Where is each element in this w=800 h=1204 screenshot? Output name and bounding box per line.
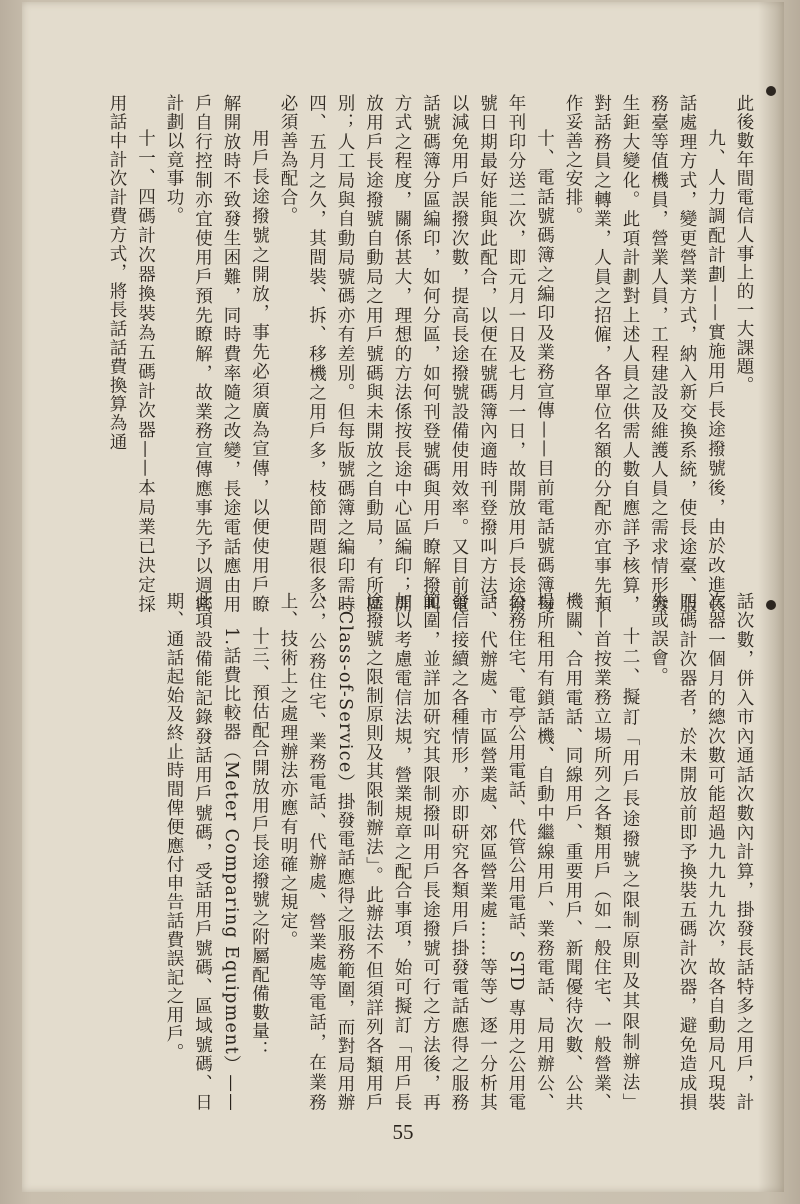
binding-hole bbox=[766, 600, 776, 610]
paragraph: 十、電話號碼簿之編印及業務宣傳——目前電話號碼簿每年刊印分送二次，即元月一日及七月一日，故開放用戶長途撥號日期最好能與此配合，以便在號碼簿內適時刊登撥叫方法，以減免用戶誤撥次數，提高長途撥號設備使用效率。又目前電話號碼簿分區編印，如何分區，如何刊登號碼與用戶瞭解撥叫方式之程度，關係甚大，理想的方法係按長途中心區編印；開放用戶長途撥號自動局之用戶號碼與未開放之自動局，有所區別；人工局與自動局號碼亦有差別。但每版號碼簿之編印需時四、五月之久，其間裝、拆、移機之用戶多，枝節問題很多，必須善為配合。 bbox=[278, 94, 555, 614]
paragraph: 十三、預估配合開放用戶長途撥號之附屬配備數量： bbox=[249, 627, 270, 1060]
paragraph: 1.話費比較器（Meter Comparing Equipment）——此項設備能記錄發話用戶號碼，受話用戶號碼、區域號碼、日期、通話起始及終止時間俾便應付申告話費誤記之用戶。 bbox=[164, 592, 241, 1112]
lower-text-block bbox=[160, 592, 759, 1112]
document-page bbox=[22, 2, 784, 1192]
paragraph: 此後數年間電信人事上的一大課題。 bbox=[734, 94, 754, 395]
paragraph: 話次數，併入市內通話次數內計算，掛發長話特多之用戶，計次器一個月的總次數可能超過九九九九次，故各自動局凡現裝四碼計次器者，於未開放前即予換裝五碼計次器，避免造成損失或誤會。 bbox=[648, 592, 754, 1112]
page-number: 55 bbox=[392, 1120, 414, 1144]
upper-text-block bbox=[103, 94, 759, 614]
page-edge-shadow bbox=[758, 2, 784, 1192]
paragraph: 九、人力調配計劃——實施用戶長途撥號後，由於改進長話處理方式，變更營業方式，納入新交換系統，使長途臺、服務臺等值機員，營業人員，工程建設及維護人員之需求情形發生鉅大變化。此項計劃對上述人員之供需人數自應詳予核算，對話務員之轉業，人員之招僱，各單位名額的分配亦宜事先預作妥善之安排。 bbox=[563, 94, 726, 614]
paragraph: 十二、擬訂「用戶長途撥號之限制原則及其限制辦法」——首按業務立場所列之各類用戶（如一般住宅、一般營業、機關、合用電話、同線用戶、重要用戶、新聞優待次數、公共場所租用有鎖話機、自動中繼線用戶、業務電話、局用辦公、公務住宅、電亭公用電話、代管公用電話、STD 專用之公用電話、代辦處、市區營業處、郊區營業處……等等）逐一分析其發信接續之各種情形，亦即研究各類用戶掛發電話應得之服務範圍，並詳加研究其限制撥叫用戶長途撥號可行之方法後，再加以考慮電信法規，營業規章之配合事項，始可擬訂「用戶長途撥號之限制原則及其限制辦法」。此辦法不但須詳列各類用戶（Class-of-Service）掛發電話應得之服務範圍，而對局用辦公，公務住宅、業務電話、代辦處、營業處等電話，在業務上、技術上之處理辦法亦應有明確之規定。 bbox=[278, 592, 640, 1112]
paragraph: 十一、四碼計次器換裝為五碼計次器——本局業已決定採用話中計次計費方式，將長話話費換算為通 bbox=[107, 94, 156, 614]
binding-hole bbox=[766, 86, 776, 96]
paragraph: 用戶長途撥號之開放，事先必須廣為宣傳，以便使用戶瞭解開放時不致發生困難，同時費率隨之改變，長途電話應由用戶自行控制亦宜使用戶預先瞭解，故業務宣傳應事先予以週密計劃以竟事功。 bbox=[164, 94, 270, 614]
